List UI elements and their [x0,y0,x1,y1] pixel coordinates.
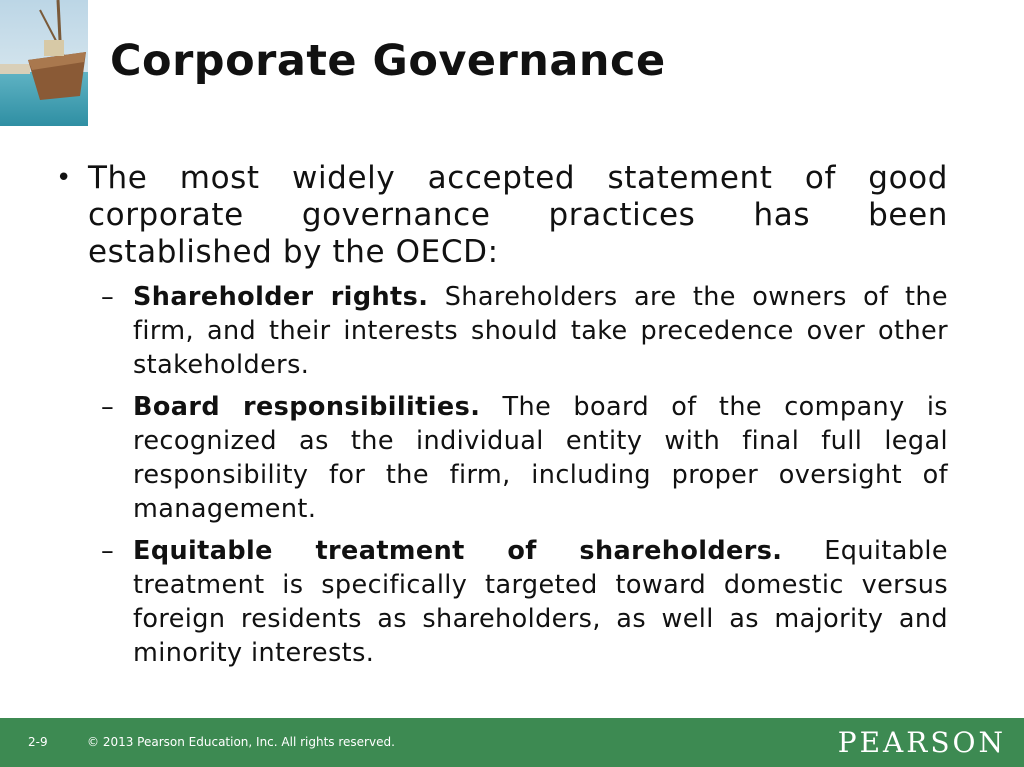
dash-marker: – [101,282,115,312]
page-number: 2-9 [28,735,48,749]
sub-item-shareholder-rights [101,280,948,382]
sub-item-heading: Shareholder rights. [133,282,429,312]
sub-item-board-responsibilities [101,390,948,526]
page-title: Corporate Governance [110,36,666,86]
dash-marker: – [101,536,115,566]
bullet-marker: • [56,163,72,193]
list-item [56,160,948,271]
pearson-logo: PEARSON [837,726,1006,759]
sub-item-text: The board of the company is recognized as the individual entity with final full legal responsibility for the firm, including proper oversight of management. [133,392,948,524]
copyright-notice: © 2013 Pearson Education, Inc. All rights reserved. [87,735,395,749]
dash-marker: – [101,392,115,422]
slide-body [56,160,948,678]
sub-item-heading: Equitable treatment of shareholders. [133,536,783,566]
footer-bar [0,718,1024,767]
sub-item-text: Equitable treatment is specifically targeted toward domestic versus foreign residents as shareholders, as well as majority and minority interests. [133,536,948,668]
sub-item-heading: Board responsibilities. [133,392,481,422]
sailboat-photo-icon [0,0,88,126]
sub-item-text: Shareholders are the owners of the firm, and their interests should take precedence over other stakeholders. [133,282,948,380]
bullet-text: The most widely accepted statement of good corporate governance practices has been established by the OECD: [88,160,948,270]
sub-item-equitable-treatment [101,534,948,670]
